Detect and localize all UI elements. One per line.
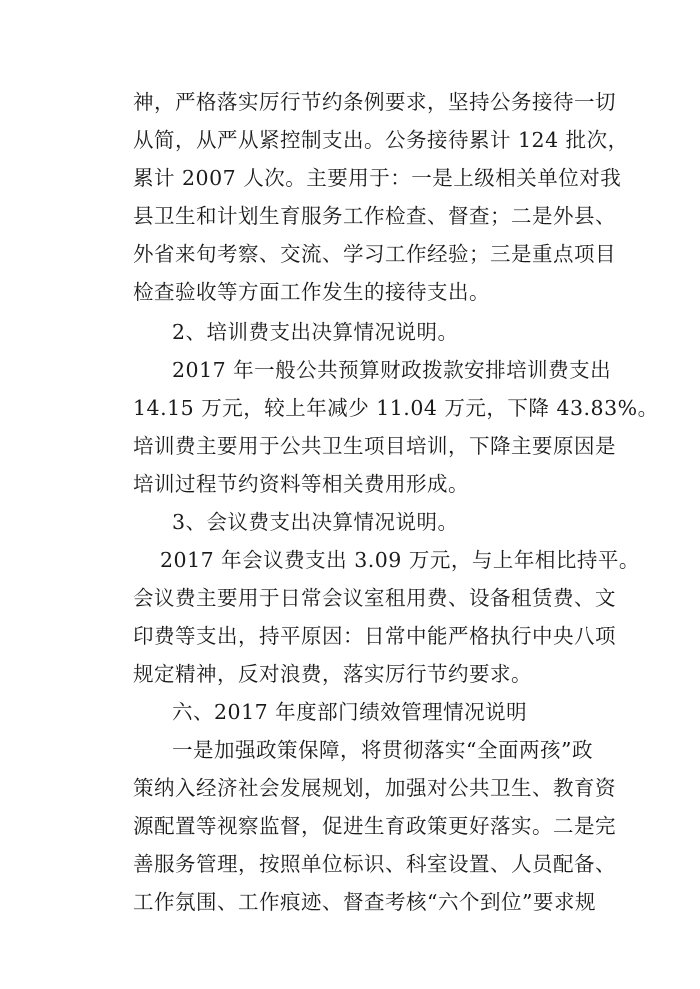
body-text-line: 14.15 万元，较上年减少 11.04 万元，下降 43.83%。 xyxy=(133,396,659,420)
section-heading: 六、2017 年度部门绩效管理情况说明 xyxy=(172,700,528,724)
paragraph-first-line: 一是加强政策保障，将贯彻落实“全面两孩”政 xyxy=(172,738,593,762)
body-text-line: 源配置等视察监督，促进生育政策更好落实。二是完 xyxy=(133,814,616,838)
paragraph-first-line: 2017 年一般公共预算财政拨款安排培训费支出 xyxy=(172,358,612,382)
body-text-line: 培训过程节约资料等相关费用形成。 xyxy=(133,472,469,496)
section-heading: 3、会议费支出决算情况说明。 xyxy=(172,510,459,534)
body-text-line: 印费等支出，持平原因：日常中能严格执行中央八项 xyxy=(133,624,616,648)
body-text-line: 善服务管理，按照单位标识、科室设置、人员配备、 xyxy=(133,852,616,876)
body-text-line: 神，严格落实厉行节约条例要求，坚持公务接待一切 xyxy=(133,90,616,114)
body-text-line: 培训费主要用于公共卫生项目培训，下降主要原因是 xyxy=(133,434,616,458)
section-heading: 2、培训费支出决算情况说明。 xyxy=(172,320,459,344)
body-text-line: 县卫生和计划生育服务工作检查、督查；二是外县、 xyxy=(133,204,616,228)
body-text-line: 策纳入经济社会发展规划，加强对公共卫生、教育资 xyxy=(133,776,616,800)
body-text-line: 累计 2007 人次。主要用于：一是上级相关单位对我 xyxy=(133,166,622,190)
body-text-line: 检查验收等方面工作发生的接待支出。 xyxy=(133,280,490,304)
body-text-line: 外省来旬考察、交流、学习工作经验；三是重点项目 xyxy=(133,242,616,266)
body-text-line: 规定精神，反对浪费，落实厉行节约要求。 xyxy=(133,662,532,686)
body-text-line: 从简，从严从紧控制支出。公务接待累计 124 批次， xyxy=(133,128,629,152)
paragraph-first-line: 2017 年会议费支出 3.09 万元，与上年相比持平。 xyxy=(160,548,640,572)
body-text-line: 工作氛围、工作痕迹、督查考核“六个到位”要求规 xyxy=(133,890,596,914)
body-text-line: 会议费主要用于日常会议室租用费、设备租赁费、文 xyxy=(133,586,616,610)
